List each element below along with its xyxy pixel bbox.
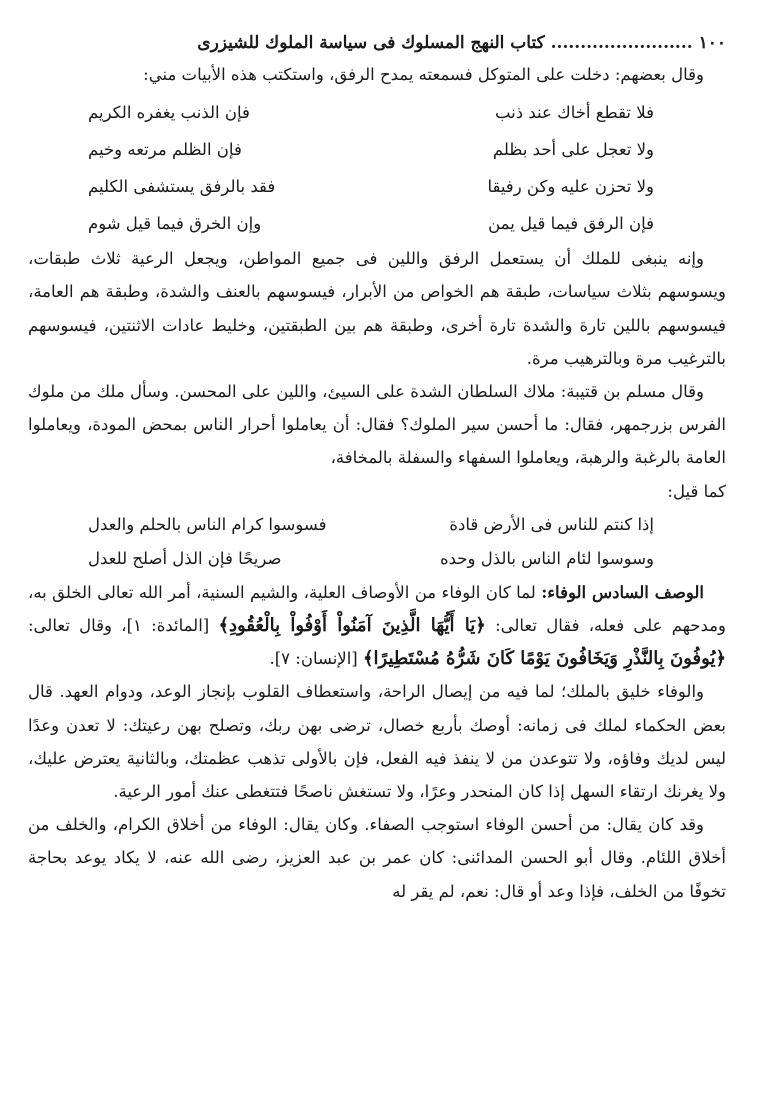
- page-number: ١٠٠: [698, 33, 726, 53]
- running-header: [28, 28, 726, 58]
- verse: [88, 168, 654, 205]
- poem-2: [28, 508, 726, 576]
- header-dots: ........................: [550, 33, 693, 53]
- quran-reference: [المائدة: ١]، وقال تعالى:: [28, 616, 219, 636]
- hemistich-first: ولا تعجل على أحد بظلم: [492, 140, 654, 160]
- poem-1: [28, 94, 726, 242]
- quran-reference: [الإنسان: ٧].: [269, 649, 363, 669]
- paragraph-sayings: وقد كان يقال: من أحسن الوفاء استوجب الصفاء. وكان يقال: الوفاء من أخلاق الكرام، والخلف من أخلاق اللئام. وقال أبو الحسن المدائنى: كان عمر بن عبد العزيز، رضى الله عنه، لا يكاد يوعد بحاجة تخوفًا من الخلف، فإذا وعد أو قال: نعم، لم يقر له: [28, 815, 726, 901]
- paragraph-rule-of-ranks: وإنه ينبغى للملك أن يستعمل الرفق واللين فى جميع المواطن، ويجعل الرعية ثلاث طبقات، ويسوسهم بثلاث سياسات، طبقة هم الخواص من الأبرار، فيسوسهم بالعنف والشدة، وطبقة هم العامة، فيسوسهم باللين تارة والشدة تارة أخرى، وطبقة هم بين الطبقتين، وخليط عادات الاثنتين، فيسوسهم بالترغيب مرة وبالترهيب مرة.: [28, 249, 726, 368]
- verse: [88, 508, 654, 542]
- hemistich-second: فإن الذنب يغفره الكريم: [88, 103, 250, 123]
- wafa-text: لما كان الوفاء من الأوصاف العلية، والشيم السنية، أمر الله تعالى الخلق به، ومدحهم على فعله، فقال تعالى:: [28, 582, 726, 636]
- intro-paragraph: وقال بعضهم: دخلت على المتوكل فسمعته يمدح الرفق، واستكتب هذه الأبيات مني:: [143, 65, 704, 84]
- quran-verse: ﴿يَا أَيُّهَا الَّذِينَ آمَنُواْ أَوْفُواْ بِالْعُقُودِ﴾: [218, 615, 486, 637]
- hemistich-second: صريحًا فإن الذل أصلح للعدل: [88, 548, 282, 568]
- book-page: [28, 28, 726, 1092]
- hemistich-second: فسوسوا كرام الناس بالحلم والعدل: [88, 514, 327, 534]
- hemistich-second: فإن الظلم مرتعه وخيم: [88, 140, 242, 160]
- paragraph-wafa-king: والوفاء خليق بالملك؛ لما فيه من إيصال الراحة، واستعطاف القلوب بإنجاز الوعد، ودوام العهد. قال بعض الحكماء لملك فى زمانه: أوصك بأربع خصال، ترضى بهن ربك، وتصلح بهن رعيتك: لا تعدن وعدًا ليس لديك وفاؤه، ولا تتوعدن من لا ينفذ فيه الفعل، فإن بالأولى تذهب عظمتك، وبالثانية يعترض عليك، ولا يغرنك ارتقاء السهل إذا كان المنحدر وعرًا، ولا تستغش ناصحًا فتتغطى عنك أمور الرعية.: [28, 682, 726, 802]
- paragraph-muslim-ibn-qutayba: وقال مسلم بن قتيبة: ملاك السلطان الشدة على السيئ، واللين على المحسن. وسأل ملك من ملوك الفرس بزرجمهر، فقال: ما أحسن سير الملوك؟ فقال: أن يعاملوا أحرار الناس بمحض المودة، ويعاملوا العامة بالرغبة والرهبة، ويعاملوا السفهاء والسفلة بالمخافة،: [28, 382, 726, 468]
- verse: [88, 94, 654, 131]
- kama-qil: كما قيل:: [667, 481, 726, 501]
- hemistich-first: وسوسوا لئام الناس بالذل وحده: [439, 548, 654, 568]
- section-heading: الوصف السادس الوفاء:: [541, 582, 704, 602]
- verse: [88, 542, 654, 576]
- hemistich-second: فقد بالرفق يستشفى الكليم: [88, 177, 276, 197]
- header-title-group: [197, 28, 726, 58]
- verse: [88, 131, 654, 168]
- hemistich-first: ولا تحزن عليه وكن رفيقا: [487, 177, 654, 197]
- hemistich-first: فإن الرفق فيما قيل يمن: [488, 214, 654, 234]
- hemistich-first: فلا تقطع أخاك عند ذنب: [494, 103, 654, 123]
- hemistich-second: وإن الخرق فيما قيل شوم: [88, 214, 262, 234]
- quran-verse: ﴿يُوفُونَ بِالنَّذْرِ وَيَخَافُونَ يَوْمًا كَانَ شَرُّهُ مُسْتَطِيرًا﴾: [362, 648, 726, 670]
- book-title: كتاب النهج المسلوك فى سياسة الملوك للشيزرى: [197, 33, 545, 53]
- verse: [88, 205, 654, 242]
- paragraph-wafa: [28, 576, 726, 676]
- hemistich-first: إذا كنتم للناس فى الأرض قادة: [449, 514, 654, 534]
